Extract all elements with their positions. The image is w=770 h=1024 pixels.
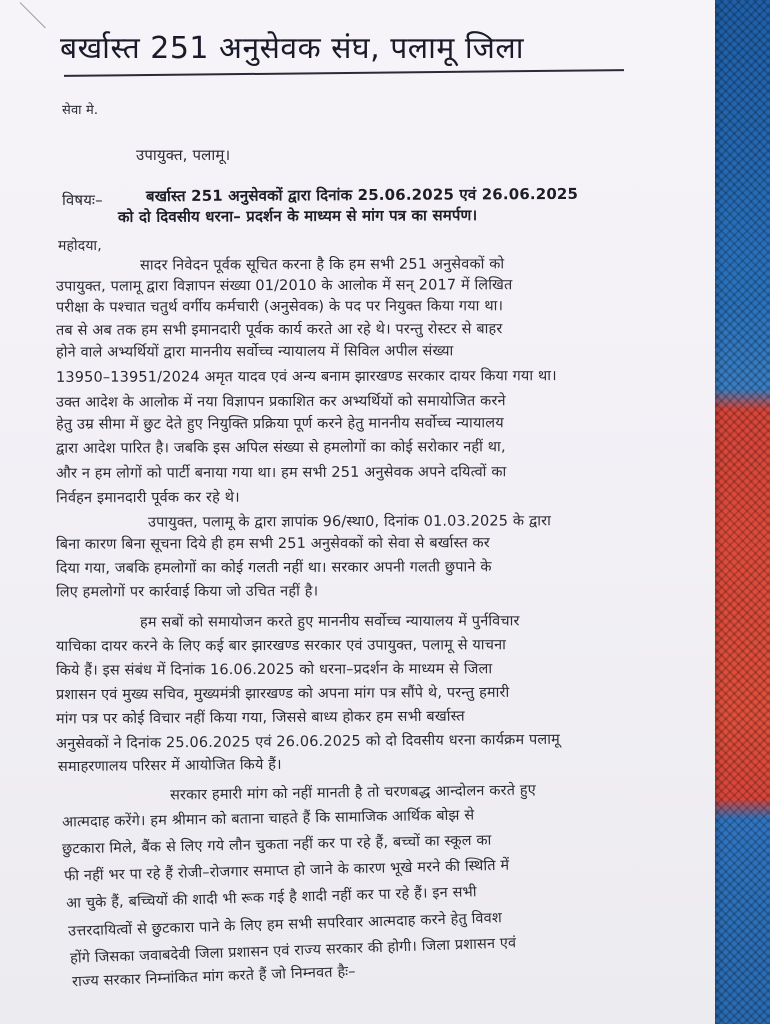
body-line: तब से अब तक हम सभी इमानदारी पूर्वक कार्य करते आ रहे थे। परन्तु रोस्टर से बाहर (55, 321, 503, 339)
recipient: उपायुक्त, पलामू। (136, 146, 231, 164)
body-line: हेतु उम्र सीमा में छुट देते हुए नियुक्ति प्रक्रिया पूर्ण करने हेतु माननीय सर्वोच्च न्यायालय (55, 415, 504, 433)
body-line: होने वाले अभ्यर्थियों द्वारा माननीय सर्वोच्च न्यायालय में सिविल अपील संख्या (55, 343, 454, 361)
body-line: आ चुके हैं, बच्चियों की शादी भी रूक गई है शादी नहीं कर पा रहे हैं। इन सभी (65, 884, 477, 912)
subject-line-2: को दो दिवसीय धरना– प्रदर्शन के माध्यम से मांग पत्र का समर्पण। (117, 206, 478, 226)
body-line: और न हम लोगों को पार्टी बनाया गया था। हम सभी 251 अनुसेवक अपने दयित्वों का (55, 464, 507, 482)
letter-heading: बर्खास्त 251 अनुसेवक संघ, पलामू जिला (60, 31, 524, 66)
greeting: महोदया, (58, 238, 102, 254)
body-line: उत्तरदायित्वों से छुटकारा पाने के लिए हम सभी सपरिवार आत्मदाह करने हेतु विवश (67, 910, 503, 940)
body-line: सादर निवेदन पूर्वक सूचित करना है कि हम सभी 251 अनुसेवकों को (139, 256, 505, 274)
body-line: दिया गया, जबकि हमलोगों का कोई गलती नहीं था। सरकार अपनी गलती छुपाने के (55, 559, 492, 577)
body-line: परीक्षा के पश्चात चतुर्थ वर्गीय कर्मचारी (अनुसेवक) के पद पर नियुक्त किया गया था। (55, 298, 504, 316)
body-line: समाहरणालय परिसर में आयोजित किये हैं। (57, 756, 282, 776)
heading-underline (64, 69, 624, 77)
body-line: लिए हमलोगों पर कार्रवाई किया जो उचित नहीं है। (55, 583, 319, 601)
body-line: मांग पत्र पर कोई विचार नहीं किया गया, जिससे बाध्य होकर हम सभी बर्खास्त (55, 708, 465, 728)
salutation-to: सेवा मे. (62, 103, 99, 118)
paper-fold-mark (0, 2, 46, 54)
body-line: निर्वहन इमानदारी पूर्वक कर रहे थे। (55, 489, 240, 507)
body-line: उपायुक्त, पलामू द्वारा विज्ञापन संख्या 01/2010 के आलोक में सन् 2017 में लिखित (55, 277, 513, 295)
body-line: राज्य सरकार निम्नांकित मांग करते हैं जो निम्नवत हैः– (71, 963, 356, 991)
body-line: द्वारा आदेश पारित है। जबकि इस अपिल संख्या से हमलोगों का कोई सरोकार नहीं था, (55, 439, 506, 457)
body-line: अनुसेवकों ने दिनांक 25.06.2025 एवं 26.06.2025 को दो दिवसीय धरना कार्यक्रम पलामू (55, 731, 561, 753)
body-line: किये हैं। इस संबंध में दिनांक 16.06.2025 को धरना–प्रदर्शन के माध्यम से जिला (55, 661, 493, 679)
body-line: 13950–13951/2024 अमृत यादव एवं अन्य बनाम झारखण्ड सरकार दायर किया गया था। (55, 368, 557, 386)
body-line: होंगे जिसका जवाबदेवी जिला प्रशासन एवं राज्य सरकार की होगी। जिला प्रशासन एवं (69, 935, 517, 967)
body-line: याचिका दायर करने के लिए कई बार झारखण्ड सरकार एवं उपायुक्त, पलामू से याचना (55, 637, 507, 655)
body-line: छुटकारा मिले, बैंक से लिए गये लौन चुकता नहीं कर पा रहे हैं, बच्चों का स्कूल का (61, 832, 492, 858)
body-line: प्रशासन एवं मुख्य सचिव, मुख्यमंत्री झारखण्ड को अपना मांग पत्र सौंपे थे, परन्तु हमारी (55, 684, 510, 704)
subject-label: विषयः– (62, 191, 103, 209)
body-line: सरकार हमारी मांग को नहीं मानती है तो चरणबद्ध आन्दोलन करते हुए (169, 782, 536, 804)
body-line: फी नहीं भर पा रहे हैं रोजी–रोजगार समाप्त हो जाने के कारण भूखे मरने की स्थिति में (63, 857, 510, 885)
body-line: हम सबों को समायोजन करते हुए माननीय सर्वोच्च न्यायालय में पुर्नविचार (139, 613, 520, 631)
body-line: आत्मदाह करेंगे। हम श्रीमान को बताना चाहते हैं कि सामाजिक आर्थिक बोझ से (61, 807, 475, 831)
body-line: उपायुक्त, पलामू के द्वारा ज्ञापांक 96/स्था0, दिनांक 01.03.2025 के द्वारा (147, 513, 552, 531)
subject-line-1: बर्खास्त 251 अनुसेवकों द्वारा दिनांक 25.06.2025 एवं 26.06.2025 (145, 184, 579, 206)
body-line: बिना कारण बिना सूचना दिये ही हम सभी 251 अनुसेवकों को सेवा से बर्खास्त कर (55, 535, 490, 553)
body-line: उक्त आदेश के आलोक में नया विज्ञापन प्रकाशित कर अभ्यर्थियों को समायोजित करने (55, 393, 506, 411)
